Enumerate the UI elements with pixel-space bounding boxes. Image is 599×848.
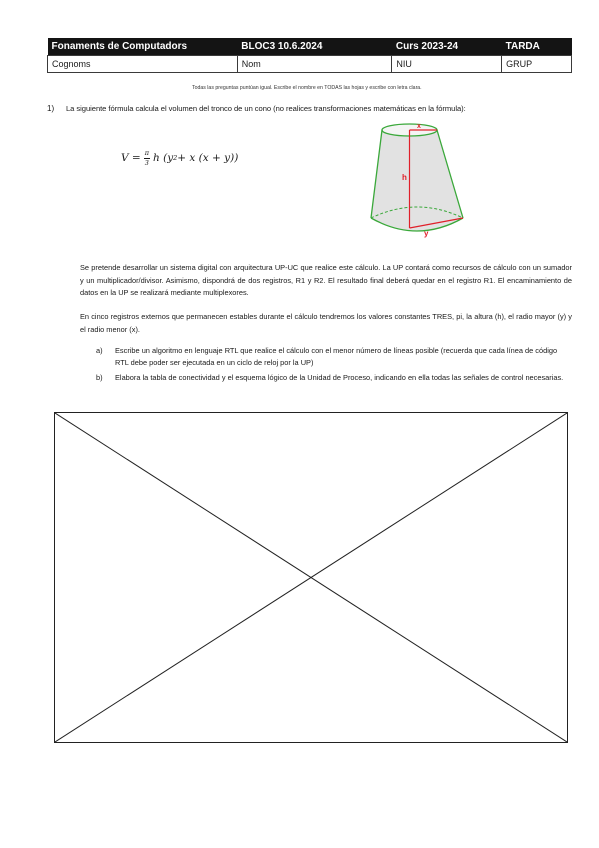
formula-paren-open: (y — [163, 152, 174, 164]
field-surname-label: Cognoms — [52, 58, 91, 69]
field-niu-label: NIU — [396, 58, 412, 69]
exam-header — [47, 38, 572, 73]
shift-label: TARDA — [502, 38, 572, 55]
label-y: y — [424, 229, 429, 238]
field-group[interactable] — [502, 55, 572, 72]
crossed-out-placeholder — [55, 413, 567, 742]
problem-description: Se pretende desarrollar un sistema digital con arquitectura UP-UC que realice este cálculo. La UP contará como recursos de cálculo con un sumador y un multiplicador/divisor. Asimismo, dispondrá de dos registros, R1 y R2. El resultado final deberá quedar en el registro R1. El encaminamiento de datos en la UP se realizará mediante multiplexores. — [80, 263, 572, 298]
formula-fraction — [144, 150, 150, 166]
field-name[interactable] — [237, 55, 392, 72]
field-group-label: GRUP — [506, 58, 533, 69]
formula-rest: + x (x + y)) — [177, 152, 239, 164]
formula-lhs: V = — [121, 152, 141, 164]
subquestion-b — [96, 372, 572, 384]
label-x: x — [417, 123, 421, 130]
subquestion-a — [96, 345, 572, 368]
field-surname[interactable] — [48, 55, 238, 72]
question-statement: La siguiente fórmula calcula el volumen del tronco de un cono (no realices transformaciones matemáticas en la fórmula): — [66, 104, 466, 113]
header-title-row — [48, 38, 572, 55]
cone-body — [371, 130, 463, 231]
field-niu[interactable] — [392, 55, 502, 72]
formula-frac-num: π — [144, 149, 149, 157]
exam-notice: Todas las preguntas puntúan igual. Escribe el nombre en TODAS las hojas y escribe con letra clara. — [192, 85, 422, 91]
field-name-label: Nom — [241, 58, 261, 69]
formula-frac-den: 3 — [144, 158, 149, 167]
external-registers-description: En cinco registros externos que permanecen estables durante el cálculo tendremos los valores constantes TRES, pi, la altura (h), el radio mayor (y) y el radio menor (x). — [80, 312, 572, 334]
subquestion-a-text: Escribe un algoritmo en lenguaje RTL que realice el cálculo con el menor número de líneas posible (recuerda que cada línea de código RTL debe poder ser ejecutada en un ciclo de reloj por la UP) — [115, 346, 558, 367]
label-h: h — [402, 173, 407, 182]
block-date: BLOC3 10.6.2024 — [237, 38, 392, 55]
student-fields-row — [48, 55, 572, 72]
question-number: 1) — [47, 104, 55, 113]
truncated-cone-figure — [364, 118, 472, 250]
formula-h: h — [153, 152, 160, 164]
subquestion-b-text: Elabora la tabla de conectividad y el esquema lógico de la Unidad de Proceso, indicando en ella todas las señales de control necesarias. — [115, 373, 564, 382]
answer-box[interactable] — [54, 412, 568, 743]
academic-year: Curs 2023-24 — [392, 38, 502, 55]
volume-formula: V = $\frac{\pi}{3}$ h (y 2 + x (x + y)) — [121, 149, 239, 167]
subquestion-b-label: b) — [96, 373, 103, 382]
subquestion-a-label: a) — [96, 346, 103, 355]
course-name: Fonaments de Computadors — [48, 38, 238, 55]
